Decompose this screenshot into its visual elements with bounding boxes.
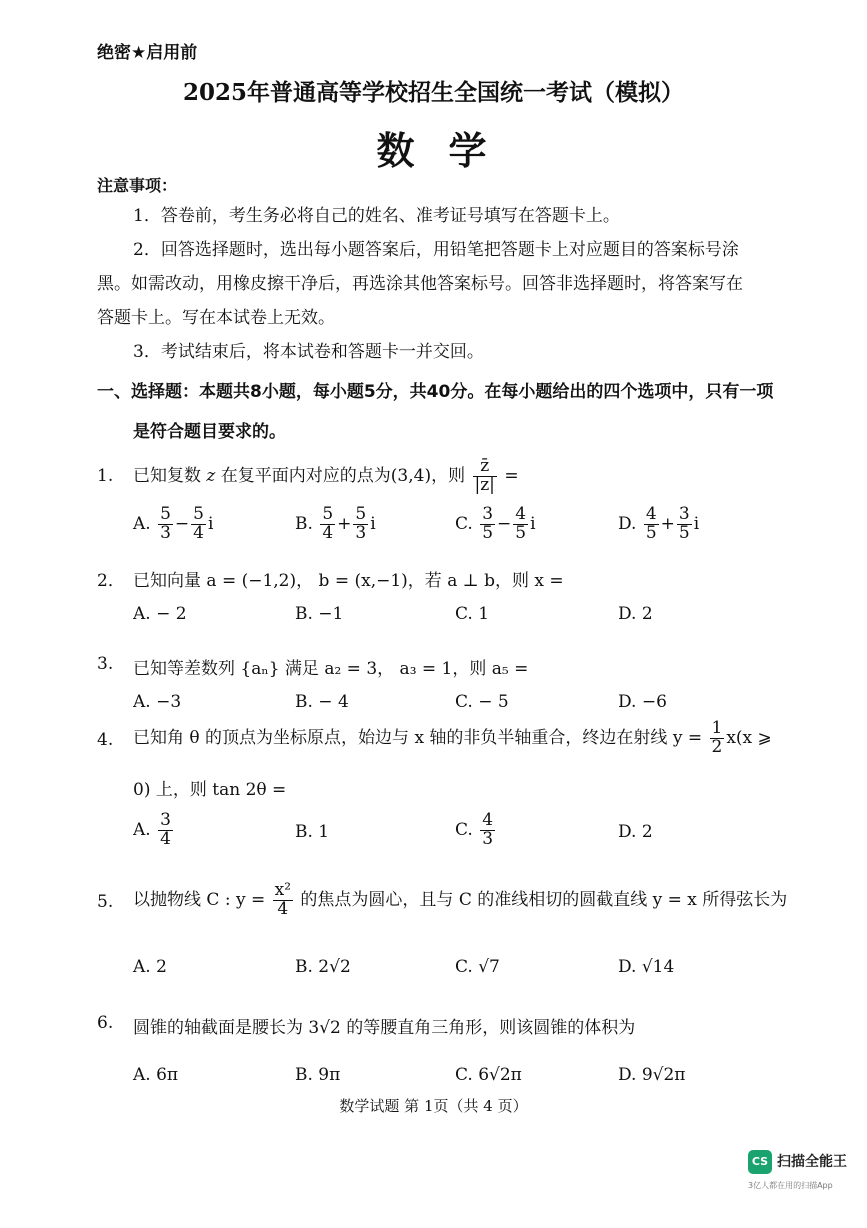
question-number: 2．	[97, 571, 125, 591]
notice-item-2-line-3: 答题卡上。写在本试卷上无效。	[97, 308, 335, 328]
subject-title: 数学	[376, 128, 521, 173]
question-number: 4.	[97, 730, 114, 750]
scanner-logo-icon: CS	[748, 1150, 772, 1174]
option-c: C. √7	[455, 957, 500, 977]
question-text: 圆锥的轴截面是腰长为 3√2 的等腰直角三角形，则该圆锥的体积为	[133, 1018, 636, 1038]
option-b: B. $\frac{5}{4}$ + $\frac{5}{3}$ i	[295, 504, 376, 543]
question-text: 以抛物线 C : y = $\frac{\text{x²}}{4}$ 的焦点为圆心，且与 C 的准线相切的圆截直线 y = x 所得弦长为	[133, 880, 788, 919]
option-c: C. $\frac{4}{3}$	[455, 810, 494, 849]
option-b: B. −1	[295, 604, 344, 624]
option-d: D. √14	[618, 957, 675, 977]
option-c: C. $\frac{3}{5}$ − $\frac{4}{5}$ i	[455, 504, 536, 543]
fraction: $\frac{\text{x²}}{4}$	[274, 880, 292, 919]
question-number: 5.	[97, 892, 114, 912]
question-text: 已知向量 a = (−1,2)， b = (x,−1)，若 a ⊥ b，则 x =	[133, 571, 564, 591]
question-number: 6.	[97, 1013, 114, 1033]
notice-heading: 注意事项：	[97, 176, 178, 195]
option-b: B. − 4	[295, 692, 349, 712]
option-a: A. $\frac{3}{4}$	[133, 810, 171, 849]
section-heading-line-2: 是符合题目要求的。	[133, 422, 286, 442]
fraction: $\frac{z̄}{|z|}$	[474, 456, 495, 495]
notice-item-2-line-2: 黑。如需改动，用橡皮擦干净后，再选涂其他答案标号。回答非选择题时，将答案写在	[97, 274, 743, 294]
option-a: A. $\frac{5}{3}$ − $\frac{5}{4}$ i	[133, 504, 214, 543]
confidential-label: 绝密★启用前	[97, 43, 198, 63]
question-number: 3.	[97, 654, 114, 674]
question-number: 1.	[97, 466, 114, 486]
notice-item-3: 3．考试结束后，将本试卷和答题卡一并交回。	[133, 342, 484, 362]
question-text-line-2: 0) 上，则 tan 2θ =	[133, 780, 287, 800]
page-footer: 数学试题 第 1页（共 4 页）	[339, 1097, 528, 1115]
notice-item-2-line-1: 2．回答选择题时，选出每小题答案后，用铅笔把答题卡上对应题目的答案标号涂	[133, 240, 739, 260]
scanner-tagline: 3亿人都在用的扫描App	[748, 1181, 833, 1190]
option-a: A. −3	[133, 692, 182, 712]
option-a: A. 6π	[133, 1065, 179, 1085]
option-b: B. 9π	[295, 1065, 341, 1085]
option-c: C. − 5	[455, 692, 509, 712]
option-d: D. $\frac{4}{5}$ + $\frac{3}{5}$ i	[618, 504, 700, 543]
question-text: 已知等差数列 {aₙ} 满足 a₂ = 3， a₃ = 1，则 a₅ =	[133, 659, 529, 679]
option-b: B. 2√2	[295, 957, 351, 977]
scanner-app-name: 扫描全能王	[777, 1154, 847, 1170]
option-c: C. 1	[455, 604, 490, 624]
option-d: D. −6	[618, 692, 667, 712]
option-c: C. 6√2π	[455, 1065, 522, 1085]
exam-title: 2025年普通高等学校招生全国统一考试（模拟）	[182, 79, 684, 106]
option-b: B. 1	[295, 822, 330, 842]
option-d: D. 2	[618, 604, 653, 624]
section-heading-line-1: 一、选择题：本题共8小题，每小题5分，共40分。在每小题给出的四个选项中，只有一项	[97, 382, 774, 402]
option-d: D. 2	[618, 822, 653, 842]
question-text-line-1: 已知角 θ 的顶点为坐标原点，始边与 x 轴的非负半轴重合，终边在射线 y = $\frac{1}{2}$ x(x ⩾	[133, 718, 772, 757]
fraction: $\frac{1}{2}$	[711, 718, 723, 757]
question-text: 已知复数 z 在复平面内对应的点为(3,4)，则 $\frac{z̄}{|z|}$ =	[133, 456, 519, 495]
notice-item-1: 1．答卷前，考生务必将自己的姓名、准考证号填写在答题卡上。	[133, 206, 620, 226]
option-a: A. 2	[133, 957, 167, 977]
option-d: D. 9√2π	[618, 1065, 686, 1085]
option-a: A. − 2	[133, 604, 187, 624]
